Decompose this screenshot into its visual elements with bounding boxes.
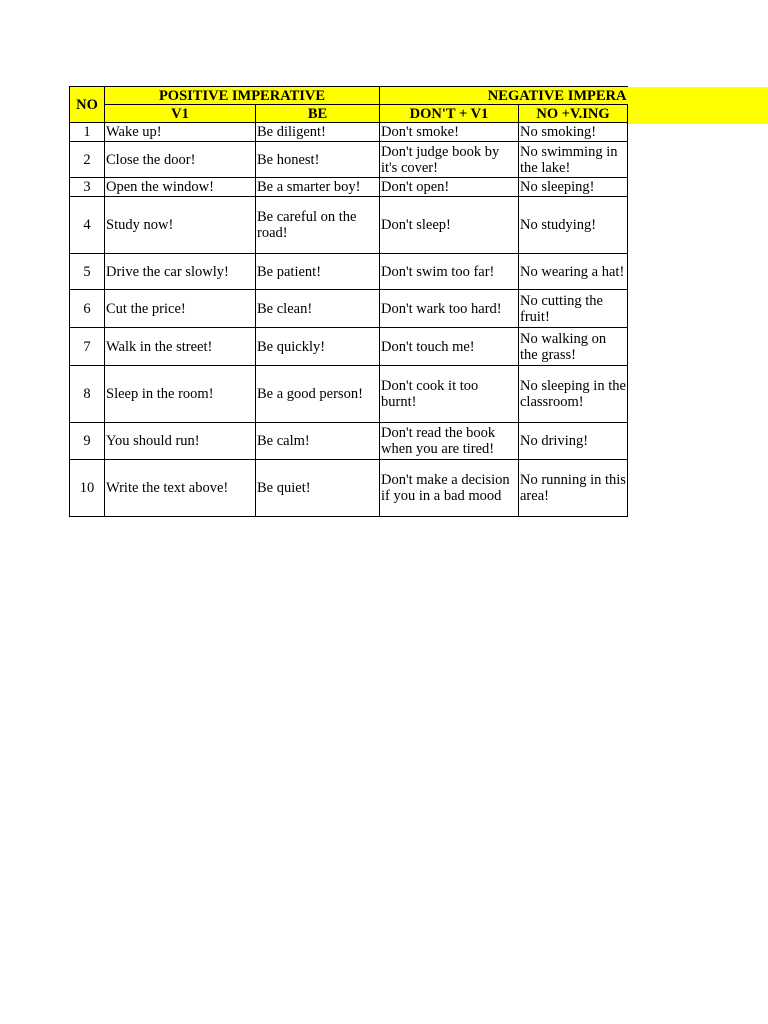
cell-dont-v1: Don't touch me!: [380, 328, 519, 366]
header-row-group: [70, 87, 628, 105]
cell-v1: Sleep in the room!: [105, 366, 256, 423]
cell-be: Be careful on the road!: [256, 197, 380, 254]
cell-dont-v1: Don't read the book when you are tired!: [380, 423, 519, 460]
header-row-columns: [70, 105, 628, 123]
header-positive-imperative: POSITIVE IMPERATIVE: [105, 87, 380, 105]
cell-no-ving: No driving!: [519, 423, 628, 460]
cell-dont-v1: Don't swim too far!: [380, 254, 519, 290]
header-fill-overflow: [626, 87, 768, 124]
cell-no: 7: [70, 328, 105, 366]
table-row: [70, 290, 628, 328]
header-col-no-ving: NO +V.ING: [519, 105, 628, 123]
table-row: [70, 254, 628, 290]
header-negative-imperative: NEGATIVE IMPERA: [380, 87, 628, 105]
cell-be: Be calm!: [256, 423, 380, 460]
table-row: [70, 328, 628, 366]
imperative-table: [69, 86, 628, 517]
cell-no: 10: [70, 460, 105, 517]
cell-no-ving: No swimming in the lake!: [519, 142, 628, 178]
cell-be: Be a good person!: [256, 366, 380, 423]
cell-v1: Write the text above!: [105, 460, 256, 517]
table-row: [70, 423, 628, 460]
cell-dont-v1: Don't open!: [380, 178, 519, 197]
cell-dont-v1: Don't sleep!: [380, 197, 519, 254]
cell-no: 5: [70, 254, 105, 290]
header-col-v1: V1: [105, 105, 256, 123]
cell-no: 3: [70, 178, 105, 197]
cell-be: Be a smarter boy!: [256, 178, 380, 197]
cell-v1: Wake up!: [105, 123, 256, 142]
table-row: [70, 366, 628, 423]
cell-dont-v1: Don't judge book by it's cover!: [380, 142, 519, 178]
cell-dont-v1: Don't make a decision if you in a bad mood: [380, 460, 519, 517]
cell-v1: Open the window!: [105, 178, 256, 197]
cell-be: Be quickly!: [256, 328, 380, 366]
cell-be: Be honest!: [256, 142, 380, 178]
cell-be: Be patient!: [256, 254, 380, 290]
header-col-be: BE: [256, 105, 380, 123]
cell-no-ving: No studying!: [519, 197, 628, 254]
cell-v1: Drive the car slowly!: [105, 254, 256, 290]
cell-no: 2: [70, 142, 105, 178]
cell-be: Be diligent!: [256, 123, 380, 142]
cell-no: 4: [70, 197, 105, 254]
cell-v1: Walk in the street!: [105, 328, 256, 366]
table-row: [70, 460, 628, 517]
cell-no: 8: [70, 366, 105, 423]
table-row: [70, 197, 628, 254]
cell-be: Be clean!: [256, 290, 380, 328]
cell-v1: Study now!: [105, 197, 256, 254]
table-row: [70, 123, 628, 142]
table-row: [70, 142, 628, 178]
cell-no: 6: [70, 290, 105, 328]
cell-no-ving: No wearing a hat!: [519, 254, 628, 290]
cell-no: 1: [70, 123, 105, 142]
header-no: NO: [70, 87, 105, 123]
cell-v1: You should run!: [105, 423, 256, 460]
cell-dont-v1: Don't wark too hard!: [380, 290, 519, 328]
cell-no-ving: No walking on the grass!: [519, 328, 628, 366]
cell-dont-v1: Don't smoke!: [380, 123, 519, 142]
cell-no-ving: No sleeping in the classroom!: [519, 366, 628, 423]
cell-no-ving: No sleeping!: [519, 178, 628, 197]
cell-be: Be quiet!: [256, 460, 380, 517]
cell-dont-v1: Don't cook it too burnt!: [380, 366, 519, 423]
header-col-dont-v1: DON'T + V1: [380, 105, 519, 123]
cell-v1: Cut the price!: [105, 290, 256, 328]
cell-no: 9: [70, 423, 105, 460]
cell-no-ving: No smoking!: [519, 123, 628, 142]
cell-v1: Close the door!: [105, 142, 256, 178]
table-row: [70, 178, 628, 197]
cell-no-ving: No cutting the fruit!: [519, 290, 628, 328]
cell-no-ving: No running in this area!: [519, 460, 628, 517]
